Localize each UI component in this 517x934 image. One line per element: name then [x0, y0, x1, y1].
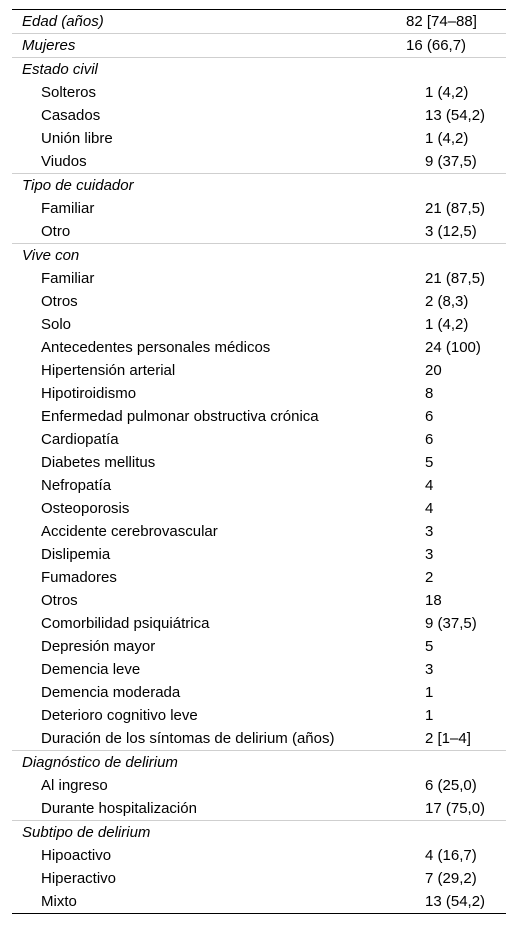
- row-value: 8: [425, 385, 434, 402]
- row-label: Otros: [41, 293, 78, 310]
- row-value: 1 (4,2): [425, 130, 469, 147]
- row-label: Comorbilidad psiquiátrica: [41, 615, 210, 632]
- row-value: 82 [74–88]: [406, 13, 477, 30]
- row-label: Demencia moderada: [41, 684, 181, 701]
- table-row: [12, 81, 506, 104]
- data-table: [12, 9, 506, 914]
- row-label: Durante hospitalización: [41, 800, 197, 817]
- row-value: 17 (75,0): [425, 800, 486, 817]
- row-value: 1: [425, 684, 434, 701]
- row-label: Osteoporosis: [41, 500, 130, 517]
- row-value: 20: [425, 362, 442, 379]
- row-value: 6: [425, 408, 434, 425]
- row-label: Hipotiroidismo: [41, 385, 137, 402]
- row-label: Hipertensión arterial: [41, 362, 176, 379]
- table-row: [12, 428, 506, 451]
- row-value: 7 (29,2): [425, 870, 477, 887]
- table-row: [12, 313, 506, 336]
- row-value: 4: [425, 500, 434, 517]
- table-row: [12, 197, 506, 220]
- row-label: Casados: [41, 107, 101, 124]
- table-row: [12, 220, 506, 243]
- table-row: [12, 658, 506, 681]
- table-row: [12, 844, 506, 867]
- table-row: [12, 497, 506, 520]
- row-value: 2 [1–4]: [425, 730, 471, 747]
- row-label: Nefropatía: [41, 477, 112, 494]
- section-row: [12, 243, 506, 267]
- row-label: Diagnóstico de delirium: [22, 754, 178, 771]
- row-value: 3: [425, 546, 434, 563]
- row-label: Diabetes mellitus: [41, 454, 156, 471]
- row-label: Deterioro cognitivo leve: [41, 707, 198, 724]
- row-label: Hiperactivo: [41, 870, 117, 887]
- table-row: [12, 774, 506, 797]
- row-label: Familiar: [41, 270, 95, 287]
- table-row: [12, 797, 506, 820]
- table-row: [12, 382, 506, 405]
- row-value: 18: [425, 592, 442, 609]
- row-value: 6: [425, 431, 434, 448]
- row-value: 9 (37,5): [425, 153, 477, 170]
- table-row: [12, 290, 506, 313]
- table-row: [12, 635, 506, 658]
- row-value: 13 (54,2): [425, 107, 486, 124]
- row-value: 24 (100): [425, 339, 481, 356]
- table-row: [12, 566, 506, 589]
- row-value: 9 (37,5): [425, 615, 477, 632]
- row-value: 21 (87,5): [425, 270, 486, 287]
- row-label: Familiar: [41, 200, 95, 217]
- row-label: Dislipemia: [41, 546, 111, 563]
- table-row: [12, 704, 506, 727]
- row-label: Demencia leve: [41, 661, 141, 678]
- row-value: 4: [425, 477, 434, 494]
- table-row: [12, 336, 506, 359]
- row-label: Viudos: [41, 153, 87, 170]
- row-value: 21 (87,5): [425, 200, 486, 217]
- row-value: 1 (4,2): [425, 316, 469, 333]
- table-row: [12, 127, 506, 150]
- row-label: Subtipo de delirium: [22, 824, 151, 841]
- row-label: Solo: [41, 316, 72, 333]
- row-value: 1 (4,2): [425, 84, 469, 101]
- section-row: [12, 173, 506, 197]
- row-label: Otro: [41, 223, 71, 240]
- row-value: 5: [425, 454, 434, 471]
- row-value: 13 (54,2): [425, 893, 486, 910]
- row-label: Antecedentes personales médicos: [41, 339, 271, 356]
- table-row: [12, 474, 506, 497]
- row-label: Cardiopatía: [41, 431, 119, 448]
- row-label: Solteros: [41, 84, 97, 101]
- table-row: [12, 405, 506, 428]
- row-label: Mujeres: [22, 37, 76, 54]
- table-row: [12, 727, 506, 750]
- row-value: 2: [425, 569, 434, 586]
- row-label: Estado civil: [22, 61, 98, 78]
- table-row: [12, 359, 506, 382]
- row-label: Edad (años): [22, 13, 104, 30]
- row-value: 2 (8,3): [425, 293, 469, 310]
- row-value: 5: [425, 638, 434, 655]
- row-label: Tipo de cuidador: [22, 177, 134, 194]
- row-label: Mixto: [41, 893, 77, 910]
- row-value: 16 (66,7): [406, 37, 467, 54]
- row-value: 4 (16,7): [425, 847, 477, 864]
- section-row: [12, 750, 506, 774]
- row-label: Duración de los síntomas de delirium (años): [41, 730, 335, 747]
- table-row: [12, 612, 506, 635]
- row-label: Vive con: [22, 247, 80, 264]
- table-row: [12, 104, 506, 127]
- table-row: [12, 543, 506, 566]
- row-value: 1: [425, 707, 434, 724]
- row-label: Al ingreso: [41, 777, 108, 794]
- row-label: Accidente cerebrovascular: [41, 523, 218, 540]
- row-label: Otros: [41, 592, 78, 609]
- table-row: [12, 867, 506, 890]
- row-label: Hipoactivo: [41, 847, 112, 864]
- row-value: 6 (25,0): [425, 777, 477, 794]
- row-value: 3: [425, 661, 434, 678]
- section-row: [12, 10, 506, 33]
- section-row: [12, 820, 506, 844]
- table-row: [12, 681, 506, 704]
- row-label: Fumadores: [41, 569, 117, 586]
- table-row: [12, 589, 506, 612]
- table-row: [12, 150, 506, 173]
- table-row: [12, 890, 506, 913]
- table-row: [12, 267, 506, 290]
- row-value: 3 (12,5): [425, 223, 477, 240]
- section-row: [12, 57, 506, 81]
- row-label: Unión libre: [41, 130, 113, 147]
- table-row: [12, 451, 506, 474]
- table-row: [12, 520, 506, 543]
- row-value: 3: [425, 523, 434, 540]
- row-label: Depresión mayor: [41, 638, 156, 655]
- row-label: Enfermedad pulmonar obstructiva crónica: [41, 408, 319, 425]
- section-row: [12, 33, 506, 57]
